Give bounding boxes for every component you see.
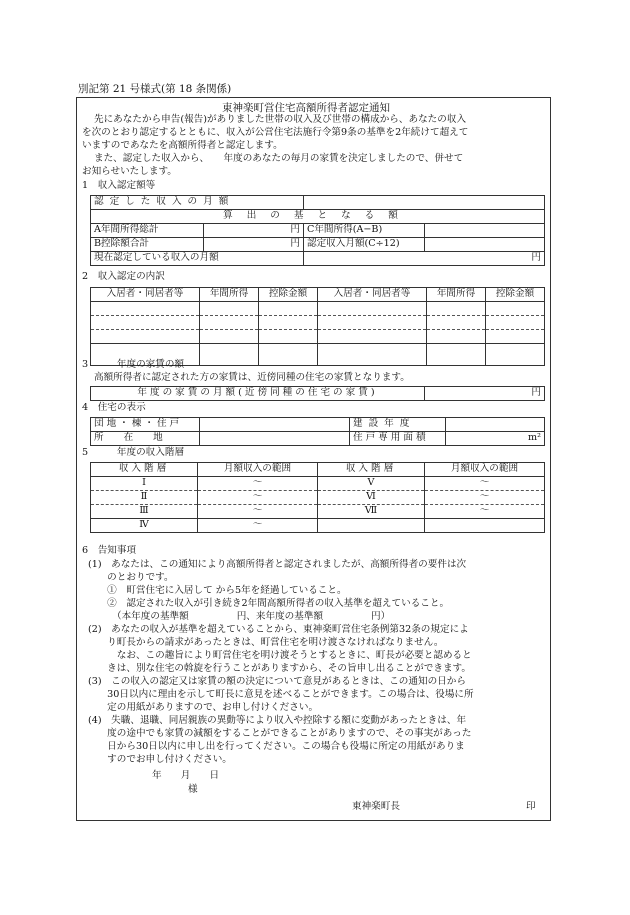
income-table xyxy=(90,195,545,266)
notice-line: り町長からの請求があったときは、町営住宅を明け渡さなければなりません。 xyxy=(88,637,444,648)
bracket-range: 〜 xyxy=(425,505,545,519)
notice-line: なお、この趣旨により町営住宅を明け渡そうとするときに、町長が必要と認めると xyxy=(88,650,472,661)
seal-mark: 印 xyxy=(526,801,536,812)
certified-monthly-label: 認定収入月額(C÷12) xyxy=(304,238,425,252)
income-month-value xyxy=(304,196,545,210)
deduction-total-label: B控除額合計 xyxy=(91,238,204,252)
notice-line: 度の途中でも家賃の減額をすることができることがありますので、その事実があった xyxy=(88,728,472,739)
bracket-header-range-2: 月額収入の範囲 xyxy=(425,463,545,477)
notice-line: ② 認定された収入が引き続き2年間高額所得者の収入基準を超えていること。 xyxy=(88,598,450,609)
notice-line: (3) この収入の認定又は家賃の額の決定について意見があるときは、この通知の日から xyxy=(88,676,466,687)
bracket-level: Ⅲ xyxy=(91,505,198,519)
bracket-level: Ⅴ xyxy=(318,477,425,491)
breakdown-header-income: 年間所得 xyxy=(200,288,259,302)
bracket-level: Ⅳ xyxy=(91,519,198,533)
bracket-level: Ⅰ xyxy=(91,477,198,491)
intro-line-5: お知らせいたします。 xyxy=(82,166,177,177)
issue-date: 年 月 日 xyxy=(152,770,220,781)
floor-area-label: 住戸専用面積 xyxy=(350,432,446,446)
bracket-level xyxy=(318,519,425,533)
construction-year-value xyxy=(446,418,545,432)
notice-line: きは、別な住宅の斡旋を行うことがありますから、その旨申し出ることができます。 xyxy=(88,663,471,674)
rent-unit: 円 xyxy=(425,387,545,401)
notice-line: (4) 失職、退職、同居親族の異動等により収入や控除する額に変動があったときは、年 xyxy=(88,715,467,726)
deduction-total-unit: 円 xyxy=(204,238,304,252)
bracket-range: 〜 xyxy=(425,477,545,491)
location-label: 所在地 xyxy=(91,432,200,446)
floor-area-unit: m² xyxy=(446,432,545,446)
notice-line: 定の用紙がありますので、お申し付けください。 xyxy=(88,702,319,713)
housing-table xyxy=(90,417,545,446)
housing-unit-label: 団地・棟・住戸 xyxy=(91,418,200,432)
notice-line: （本年度の基準額 円、来年度の基準額 円） xyxy=(88,611,391,622)
bracket-row xyxy=(91,519,545,533)
current-income-label: 現在認定している収入の月額 xyxy=(91,252,304,266)
rent-label: 年度の家賃の月額(近傍同種の住宅の家賃) xyxy=(91,387,425,401)
breakdown-header-income-2: 年間所得 xyxy=(427,288,486,302)
issuer-name: 東神楽町長 xyxy=(352,801,400,812)
basis-header: 算出の基となる額 xyxy=(91,210,545,224)
breakdown-header-deduction: 控除金額 xyxy=(259,288,318,302)
breakdown-header-deduction-2: 控除金額 xyxy=(486,288,545,302)
income-month-label: 認定した収入の月額 xyxy=(91,196,304,210)
sec6-heading: 6 告知事項 xyxy=(82,545,137,556)
breakdown-header-resident: 入居者・同居者等 xyxy=(91,288,200,302)
annual-income-c-value xyxy=(425,224,545,238)
notice-line: すのでお申し付けください。 xyxy=(88,754,232,765)
breakdown-row xyxy=(91,330,545,344)
intro-line-1: 先にあなたから申告(報告)がありました世帯の収入及び世帯の構成から、あなたの収入 xyxy=(94,114,467,125)
intro-line-4: また、認定した収入から、 年度のあなたの毎月の家賃を決定しましたので、併せて xyxy=(94,153,464,164)
location-value xyxy=(200,432,350,446)
sec4-heading: 4 住宅の表示 xyxy=(82,402,146,413)
bracket-level: Ⅱ xyxy=(91,491,198,505)
bracket-header-range: 月額収入の範囲 xyxy=(198,463,318,477)
construction-year-label: 建設年度 xyxy=(350,418,446,432)
notice-line: (1) あなたは、この通知により高額所得者と認定されましたが、高額所得者の要件は次 xyxy=(88,559,467,570)
bracket-level: Ⅶ xyxy=(318,505,425,519)
bracket-row xyxy=(91,505,545,519)
annual-income-c-label: C年間所得(A−B) xyxy=(304,224,425,238)
notice-line: のとおりです。 xyxy=(88,572,174,583)
bracket-range: 〜 xyxy=(198,519,318,533)
document-title: 東神楽町営住宅高額所得者認定通知 xyxy=(222,102,390,114)
bracket-row xyxy=(91,491,545,505)
breakdown-header-resident-2: 入居者・同居者等 xyxy=(318,288,427,302)
notice-line: 30日以内に理由を示して町長に意見を述べることができます。この場合は、役場に所 xyxy=(88,689,474,700)
income-bracket-table xyxy=(90,462,545,533)
bracket-range xyxy=(425,519,545,533)
breakdown-row xyxy=(91,302,545,316)
bracket-row xyxy=(91,477,545,491)
notice-line: 日から30日以内に申し出を行ってください。この場合も役場に所定の用紙がありま xyxy=(88,741,465,752)
sec5-heading: 5 年度の収入階層 xyxy=(82,447,185,458)
breakdown-row xyxy=(91,316,545,330)
bracket-header-level: 収入階層 xyxy=(91,463,198,477)
sec3-note: 高額所得者に認定された方の家賃は、近傍同種の住宅の家賃となります。 xyxy=(94,372,410,383)
annual-income-total-unit: 円 xyxy=(204,224,304,238)
housing-unit-value xyxy=(200,418,350,432)
bracket-range: 〜 xyxy=(198,477,318,491)
sec3-heading: 3 年度の家賃の額 xyxy=(82,359,185,370)
certified-monthly-value xyxy=(425,238,545,252)
addressee-suffix: 様 xyxy=(188,784,198,795)
breakdown-table xyxy=(90,287,545,366)
bracket-level: Ⅵ xyxy=(318,491,425,505)
annual-income-total-label: A年間所得総計 xyxy=(91,224,204,238)
rent-table xyxy=(90,386,545,401)
current-income-unit: 円 xyxy=(304,252,545,266)
bracket-range: 〜 xyxy=(198,491,318,505)
intro-line-3: いますのであなたを高額所得者と認定します。 xyxy=(82,140,283,151)
notice-line: (2) あなたの収入が基準を超えていることから、東神楽町営住宅条例第32条の規定によ xyxy=(88,624,469,635)
bracket-header-level-2: 収入階層 xyxy=(318,463,425,477)
form-label: 別記第 21 号様式(第 18 条関係) xyxy=(78,83,232,95)
notice-line: ① 町営住宅に入居して から5年を経過していること。 xyxy=(88,585,347,596)
sec1-heading: 1 収入認定額等 xyxy=(82,180,156,191)
sec2-heading: 2 収入認定の内訳 xyxy=(82,271,165,282)
bracket-range: 〜 xyxy=(425,491,545,505)
bracket-range: 〜 xyxy=(198,505,318,519)
intro-line-2: を次のとおり認定するとともに、収入が公営住宅法施行令第9条の基準を2年続けて超えて xyxy=(82,127,469,138)
